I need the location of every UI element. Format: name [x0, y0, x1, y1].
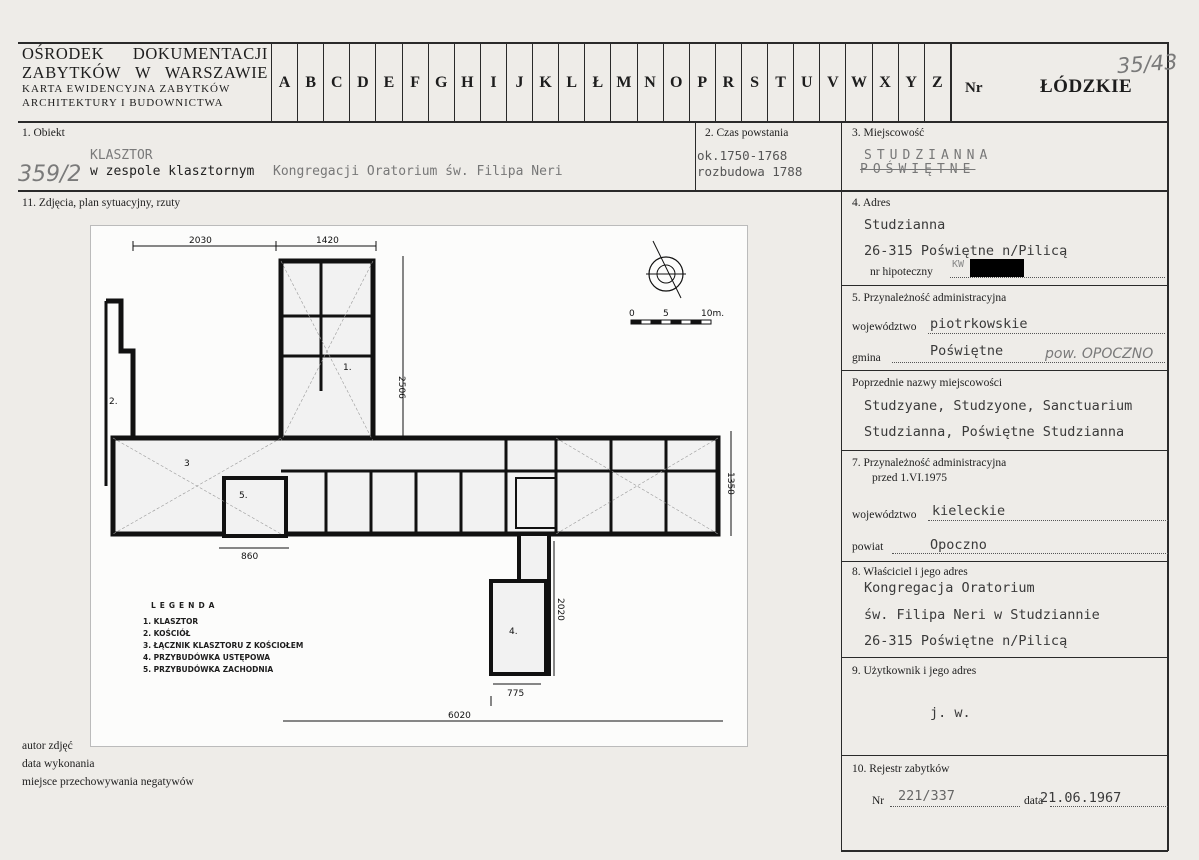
hipoteczny-label: nr hipoteczny: [870, 266, 933, 278]
legend-item: 3. ŁĄCZNIK KLASZTORU Z KOŚCIOŁEM: [143, 641, 304, 650]
wojewodztwo2-label: województwo: [852, 509, 917, 521]
divider-right-column: [841, 121, 842, 851]
index-letter: A: [271, 44, 297, 122]
alphabet-index: [271, 44, 950, 122]
index-letter: X: [872, 44, 898, 122]
obiekt-name: KLASZTOR: [90, 148, 153, 163]
index-letter: C: [323, 44, 349, 122]
dim-annex-bottom: 775: [507, 689, 525, 699]
index-letter: H: [454, 44, 480, 122]
miejscowosc-value-1: STUDZIANNA: [864, 148, 993, 163]
rejestr-data-label: data: [1024, 795, 1044, 807]
dots-hipoteczny: [950, 277, 1165, 278]
index-letter: I: [480, 44, 506, 122]
powiat-label: powiat: [852, 541, 884, 553]
frame-right: [1167, 42, 1169, 851]
zdjecia-label: 11. Zdjęcia, plan sytuacyjny, rzuty: [22, 197, 181, 209]
org-line2: [22, 63, 268, 82]
obiekt-description-light: Kongregacji Oratorium św. Filipa Neri: [273, 164, 563, 179]
card-type: KARTA EWIDENCYJNA ZABYTKÓW: [22, 83, 231, 95]
room-4: 4.: [509, 627, 518, 637]
index-letter: D: [349, 44, 375, 122]
wlasciciel-line-1: Kongregacja Oratorium: [864, 580, 1035, 596]
index-letter: U: [793, 44, 819, 122]
dots-powiat: [892, 553, 1168, 554]
poprzednie-label: Poprzednie nazwy miejscowości: [852, 377, 1003, 389]
dots-woj: [928, 333, 1165, 334]
index-letter: Ł: [584, 44, 610, 122]
dim-top-left: 2030: [189, 236, 212, 246]
sep-przyn2: [841, 561, 1168, 562]
org-line4: [22, 96, 268, 110]
index-letter: T: [767, 44, 793, 122]
sep-przyn: [841, 370, 1168, 371]
index-letter: K: [532, 44, 558, 122]
dots-rejestr-nr: [890, 806, 1020, 807]
card-number: 35/43: [1116, 49, 1179, 79]
hipoteczny-value: KW: [952, 259, 965, 270]
gmina-value: Poświętne: [930, 343, 1004, 359]
index-letter: R: [715, 44, 741, 122]
dots-rejestr-data: [1050, 806, 1168, 807]
org-word: ZABYTKÓW: [22, 63, 122, 82]
index-letter: E: [375, 44, 401, 122]
sep-wlasciciel: [841, 657, 1168, 658]
miejscowosc-label: 3. Miejscowość: [852, 127, 925, 139]
index-letter: P: [689, 44, 715, 122]
legend-item: 4. PRZYBUDÓWKA USTĘPOWA: [143, 653, 271, 662]
frame-bottom: [841, 850, 1168, 852]
obiekt-description: w zespole klasztornym: [90, 164, 255, 179]
sep-adres: [841, 285, 1168, 286]
wlasciciel-label: 8. Właściciel i jego adres: [852, 566, 968, 578]
index-letter: N: [637, 44, 663, 122]
czas-value-1: ok.1750-1768: [697, 148, 788, 163]
data-wykonania-label: data wykonania: [22, 758, 95, 770]
room-5: 5.: [239, 491, 248, 501]
index-letter: W: [845, 44, 871, 122]
sep-poprzednie: [841, 450, 1168, 451]
miejscowosc-value-2: POŚWIĘTNE: [860, 162, 976, 177]
frame-row1-bottom: [18, 190, 1168, 192]
powiat-value: Opoczno: [930, 537, 987, 553]
dots-woj2: [928, 520, 1168, 521]
org-word: OŚRODEK: [22, 44, 105, 63]
wojewodztwo-value: piotrkowskie: [930, 316, 1028, 332]
room-3: 3: [184, 459, 190, 469]
plan-legend: [143, 600, 303, 676]
poprzednie-line-2: Studzianna, Poświętne Studzianna: [864, 424, 1125, 440]
wlasciciel-line-2: św. Filipa Neri w Studziannie: [864, 607, 1100, 623]
adres-line-2: 26-315 Poświętne n/Pilicą: [864, 243, 1068, 259]
legend-item: 2. KOŚCIÓŁ: [143, 629, 191, 638]
dim-top-right: 1420: [316, 236, 339, 246]
card-subtype: ARCHITEKTURY I BUDOWNICTWA: [22, 97, 224, 109]
room-2: 2.: [109, 397, 118, 407]
uzytkownik-label: 9. Użytkownik i jego adres: [852, 665, 977, 677]
index-letter: F: [402, 44, 428, 122]
autor-label: autor zdjęć: [22, 740, 73, 752]
czas-label: 2. Czas powstania: [705, 127, 789, 139]
index-letter: O: [663, 44, 689, 122]
sep-uzytkownik: [841, 755, 1168, 756]
index-letter: B: [297, 44, 323, 122]
czas-value-2: rozbudowa 1788: [697, 164, 803, 179]
floor-plan: [90, 225, 748, 747]
adres-line-1: Studzianna: [864, 217, 946, 233]
rejestr-data-value: 21.06.1967: [1040, 790, 1122, 806]
dim-right: 1350: [725, 472, 735, 495]
index-letter: J: [506, 44, 532, 122]
obiekt-number: 359/2: [18, 162, 82, 187]
scale-10: 10m.: [701, 309, 725, 319]
wojewodztwo2-value: kieleckie: [932, 503, 1006, 519]
adres-label: 4. Adres: [852, 197, 891, 209]
org-word: DOKUMENTACJI: [132, 44, 268, 63]
dots-gmina: [892, 362, 1165, 363]
gmina-label: gmina: [852, 352, 881, 364]
index-letter: G: [428, 44, 454, 122]
scale-5: 5: [663, 309, 669, 319]
wojewodztwo-label: województwo: [852, 321, 917, 333]
przynaleznosc-label: 5. Przynależność administracyjna: [852, 292, 1007, 304]
index-letter: S: [741, 44, 767, 122]
dim-total: 6020: [448, 711, 471, 721]
obiekt-label: 1. Obiekt: [22, 127, 65, 139]
dim-bottom-left: 860: [241, 552, 259, 562]
wlasciciel-line-3: 26-315 Poświętne n/Pilicą: [864, 633, 1068, 649]
przynaleznosc2-sub: przed 1.VI.1975: [872, 472, 948, 484]
index-letter: M: [610, 44, 636, 122]
gmina-handwritten: pow. OPOCZNO: [1045, 346, 1154, 362]
scale-0: 0: [629, 309, 635, 319]
index-letter: Y: [898, 44, 924, 122]
org-line3: [22, 82, 268, 96]
rejestr-nr-value: 221/337: [898, 788, 955, 804]
index-letter: L: [558, 44, 584, 122]
redacted-block: [970, 259, 1024, 277]
index-letter: V: [819, 44, 845, 122]
org-line1: [22, 44, 268, 63]
rejestr-label: 10. Rejestr zabytków: [852, 763, 950, 775]
index-letter: Z: [924, 44, 950, 122]
org-word: WARSZAWIE: [164, 63, 268, 82]
rejestr-nr-label: Nr: [872, 795, 885, 807]
letters-end: [950, 44, 952, 122]
legend-item: 1. KLASZTOR: [143, 617, 199, 626]
organization-name: [22, 44, 268, 110]
dim-vertical-top: 2506: [396, 376, 406, 399]
miejsce-label: miejsce przechowywania negatywów: [22, 776, 194, 788]
dim-annex-vertical: 2020: [555, 598, 565, 621]
org-word: W: [134, 63, 152, 82]
region-name: ŁÓDZKIE: [1040, 76, 1133, 97]
uzytkownik-value: j. w.: [930, 705, 971, 721]
nr-label: Nr: [965, 80, 983, 96]
przynaleznosc2-label: 7. Przynależność administracyjna: [852, 457, 1007, 469]
room-1: 1.: [343, 363, 352, 373]
poprzednie-line-1: Studzyane, Studzyone, Sanctuarium: [864, 398, 1133, 414]
legend-item: 5. PRZYBUDÓWKA ZACHODNIA: [143, 665, 274, 674]
legend-title: LEGENDA: [151, 601, 219, 610]
